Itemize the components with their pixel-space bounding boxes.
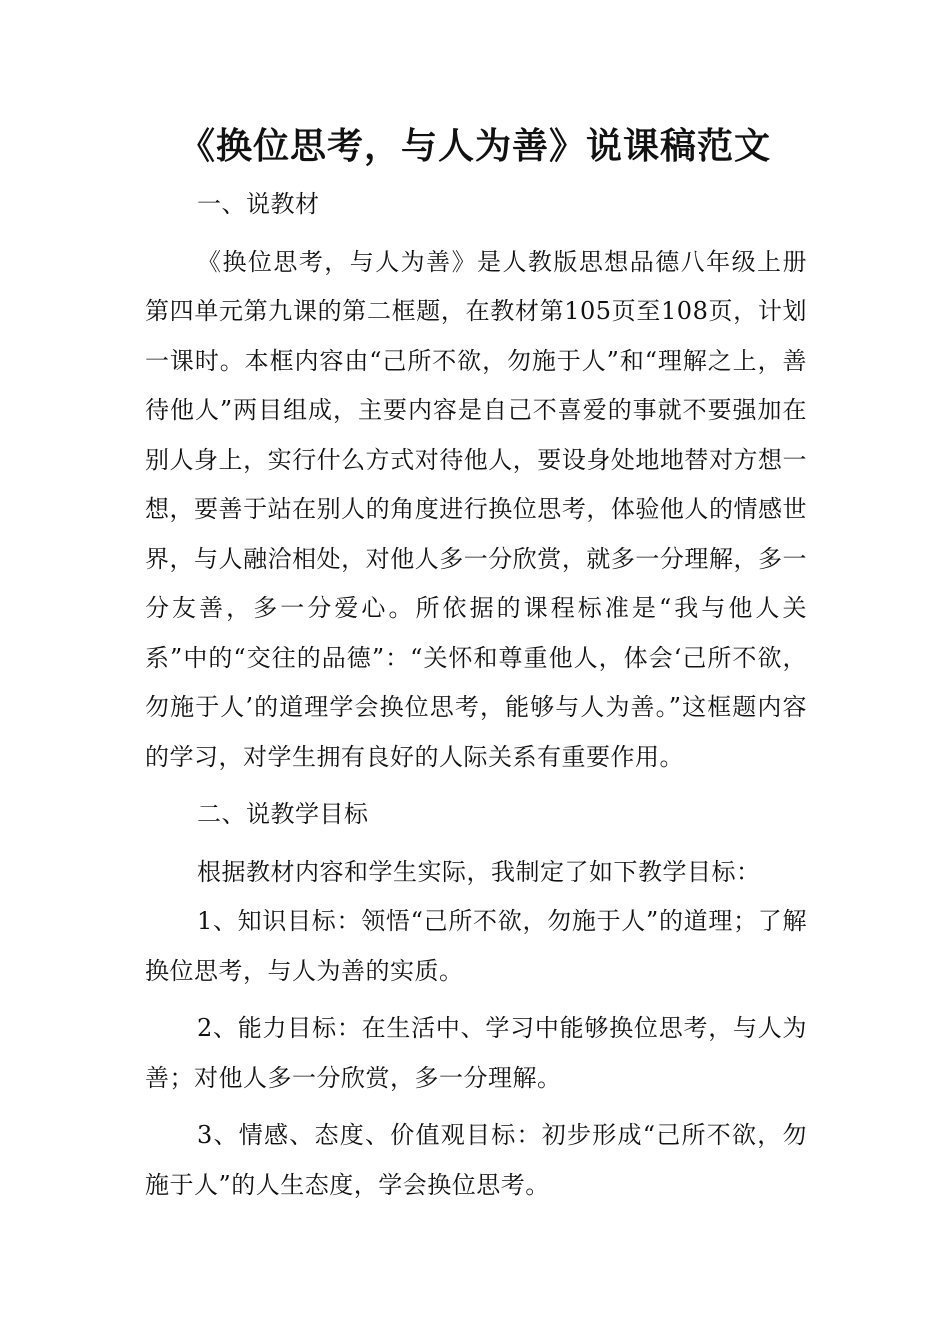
document-title: 《换位思考，与人为善》说课稿范文: [178, 126, 771, 167]
document-body: [145, 180, 807, 1210]
paragraph-knowledge-goal: 1、知识目标：领悟“己所不欲，勿施于人”的道理；了解换位思考，与人为善的实质。: [145, 907, 807, 985]
section-heading-teaching-goals: 二、说教学目标: [197, 800, 369, 828]
section-heading-textbook: 一、说教材: [197, 190, 320, 218]
paragraph-ability-goal: 2、能力目标：在生活中、学习中能够换位思考，与人为善；对他人多一分欣赏，多一分理解。: [145, 1014, 807, 1092]
paragraph-goals-intro: 根据教材内容和学生实际，我制定了如下教学目标：: [197, 857, 761, 886]
paragraph-emotion-goal: 3、情感、态度、价值观目标：初步形成“己所不欲，勿施于人”的人生态度，学会换位思考。: [145, 1121, 807, 1199]
paragraph-textbook-description: 《换位思考，与人为善》是人教版思想品德八年级上册第四单元第九课的第二框题，在教材第105页至108页，计划一课时。本框内容由“己所不欲，勿施于人”和“理解之上，善待他人”两目组成，主要内容是自己不喜爱的事就不要强加在别人身上，实行什么方式对待他人，要设身处地地替对方想一想，要善于站在别人的角度进行换位思考，体验他人的情感世界，与人融洽相处，对他人多一分欣赏，就多一分理解，多一分友善，多一分爱心。所依据的课程标准是“我与他人关系”中的“交往的品德”：“关怀和尊重他人，体会‘己所不欲，勿施于人’的道理学会换位思考，能够与人为善。”这框题内容的学习，对学生拥有良好的人际关系有重要作用。: [145, 247, 807, 771]
